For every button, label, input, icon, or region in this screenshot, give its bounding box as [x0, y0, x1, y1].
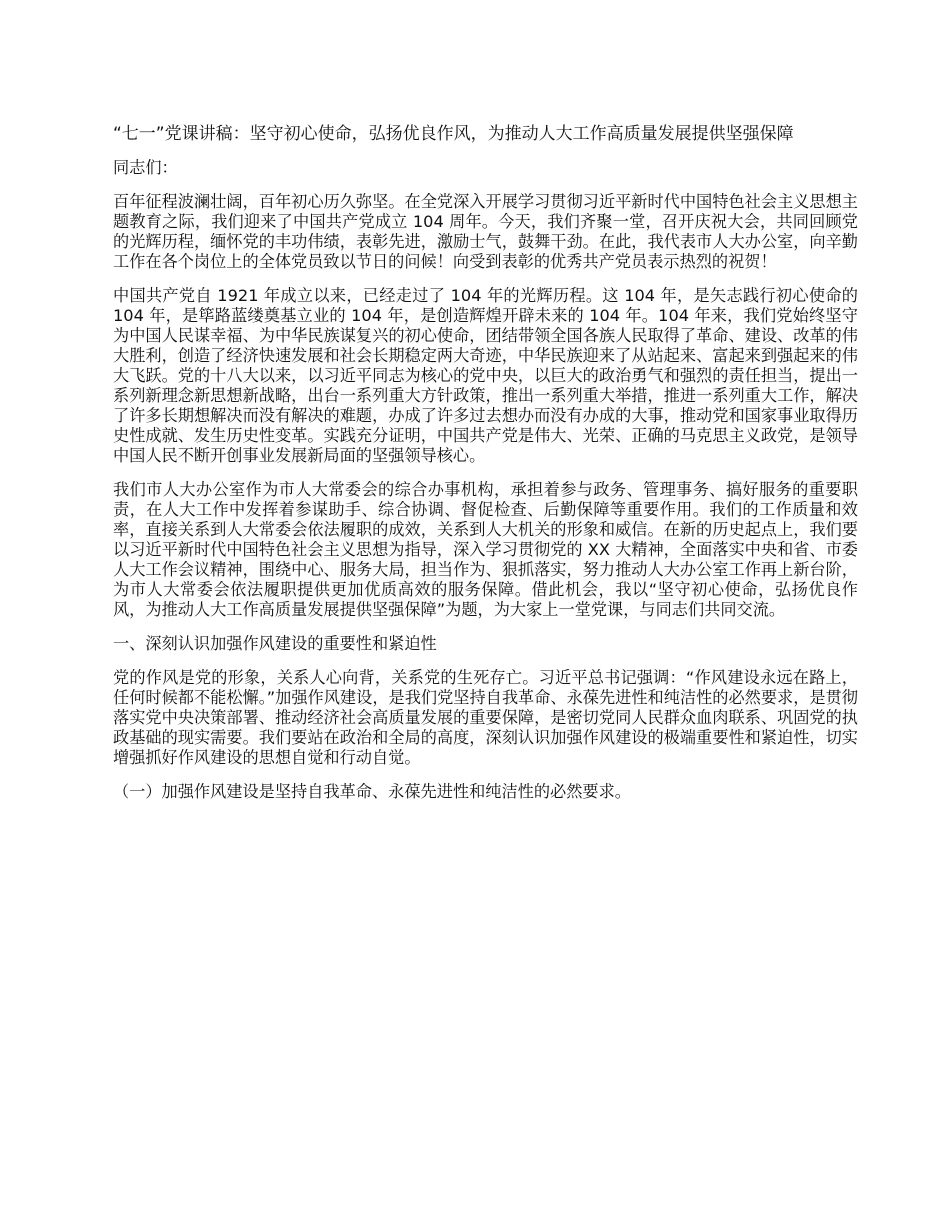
paragraph-2: 中国共产党自 1921 年成立以来，已经走过了 104 年的光辉历程。这 104 年，是矢志践行初心使命的 104 年，是筚路蓝缕奠基立业的 104 年，是创造辉煌开辟未来的 104 年。104 年来，我们党始终坚守为中国人民谋幸福、为中华民族谋复兴的初心使命，团结带领全国各族人民取得了革命、建设、改革的伟大胜利，创造了经济快速发展和社会长期稳定两大奇迹，中华民族迎来了从站起来、富起来到强起来的伟大飞跃。党的十八大以来，以习近平同志为核心的党中央，以巨大的政治勇气和强烈的责任担当，提出一系列新理念新思想新战略，出台一系列重大方针政策，推出一系列重大举措，推进一系列重大工作，解决了许多长期想解决而没有解决的难题，办成了许多过去想办而没有办成的大事，推动党和国家事业取得历史性成就、发生历史性变革。实践充分证明，中国共产党是伟大、光荣、正确的马克思主义政党，是领导中国人民不断开创事业发展新局面的坚强领导核心。	[113, 286, 858, 465]
document-title: “七一”党课讲稿：坚守初心使命，弘扬优良作风，为推动人大工作高质量发展提供坚强保障	[113, 124, 794, 144]
document-page	[113, 124, 858, 816]
paragraph-1: 百年征程波澜壮阔，百年初心历久弥坚。在全党深入开展学习贯彻习近平新时代中国特色社会主义思想主题教育之际，我们迎来了中国共产党成立 104 周年。今天，我们齐聚一堂，召开庆祝大会，共同回顾党的光辉历程，缅怀党的丰功伟绩，表彰先进，激励士气，鼓舞干劲。在此，我代表市人大办公室，向辛勤工作在各个岗位上的全体党员致以节日的问候！向受到表彰的优秀共产党员表示热烈的祝贺！	[113, 192, 858, 271]
subsection-heading-1: （一）加强作风建设是坚持自我革命、永葆先进性和纯洁性的必然要求。	[113, 782, 631, 801]
salutation: 同志们：	[113, 158, 178, 177]
paragraph-3: 我们市人大办公室作为市人大常委会的综合办事机构，承担着参与政务、管理事务、搞好服务的重要职责，在人大工作中发挥着参谋助手、综合协调、督促检查、后勤保障等重要作用。我们的工作质量和效率，直接关系到人大常委会依法履职的成效，关系到人大机关的形象和威信。在新的历史起点上，我们要以习近平新时代中国特色社会主义思想为指导，深入学习贯彻党的 XX 大精神，全面落实中央和省、市委人大工作会议精神，围绕中心、服务大局，担当作为、狠抓落实，努力推动人大办公室工作再上新台阶，为市人大常委会依法履职提供更加优质高效的服务保障。借此机会，我以“坚守初心使命，弘扬优良作风，为推动人大工作高质量发展提供坚强保障”为题，为大家上一堂党课，与同志们共同交流。	[113, 480, 858, 619]
section-1-paragraph: 党的作风是党的形象，关系人心向背，关系党的生死存亡。习近平总书记强调：“作风建设永远在路上，任何时候都不能松懈。”加强作风建设，是我们党坚持自我革命、永葆先进性和纯洁性的必然要求，是贯彻落实党中央决策部署、推动经济社会高质量发展的重要保障，是密切党同人民群众血肉联系、巩固党的执政基础的现实需要。我们要站在政治和全局的高度，深刻认识加强作风建设的极端重要性和紧迫性，切实增强抓好作风建设的思想自觉和行动自觉。	[113, 668, 858, 767]
section-heading-1: 一、深刻认识加强作风建设的重要性和紧迫性	[113, 634, 437, 653]
